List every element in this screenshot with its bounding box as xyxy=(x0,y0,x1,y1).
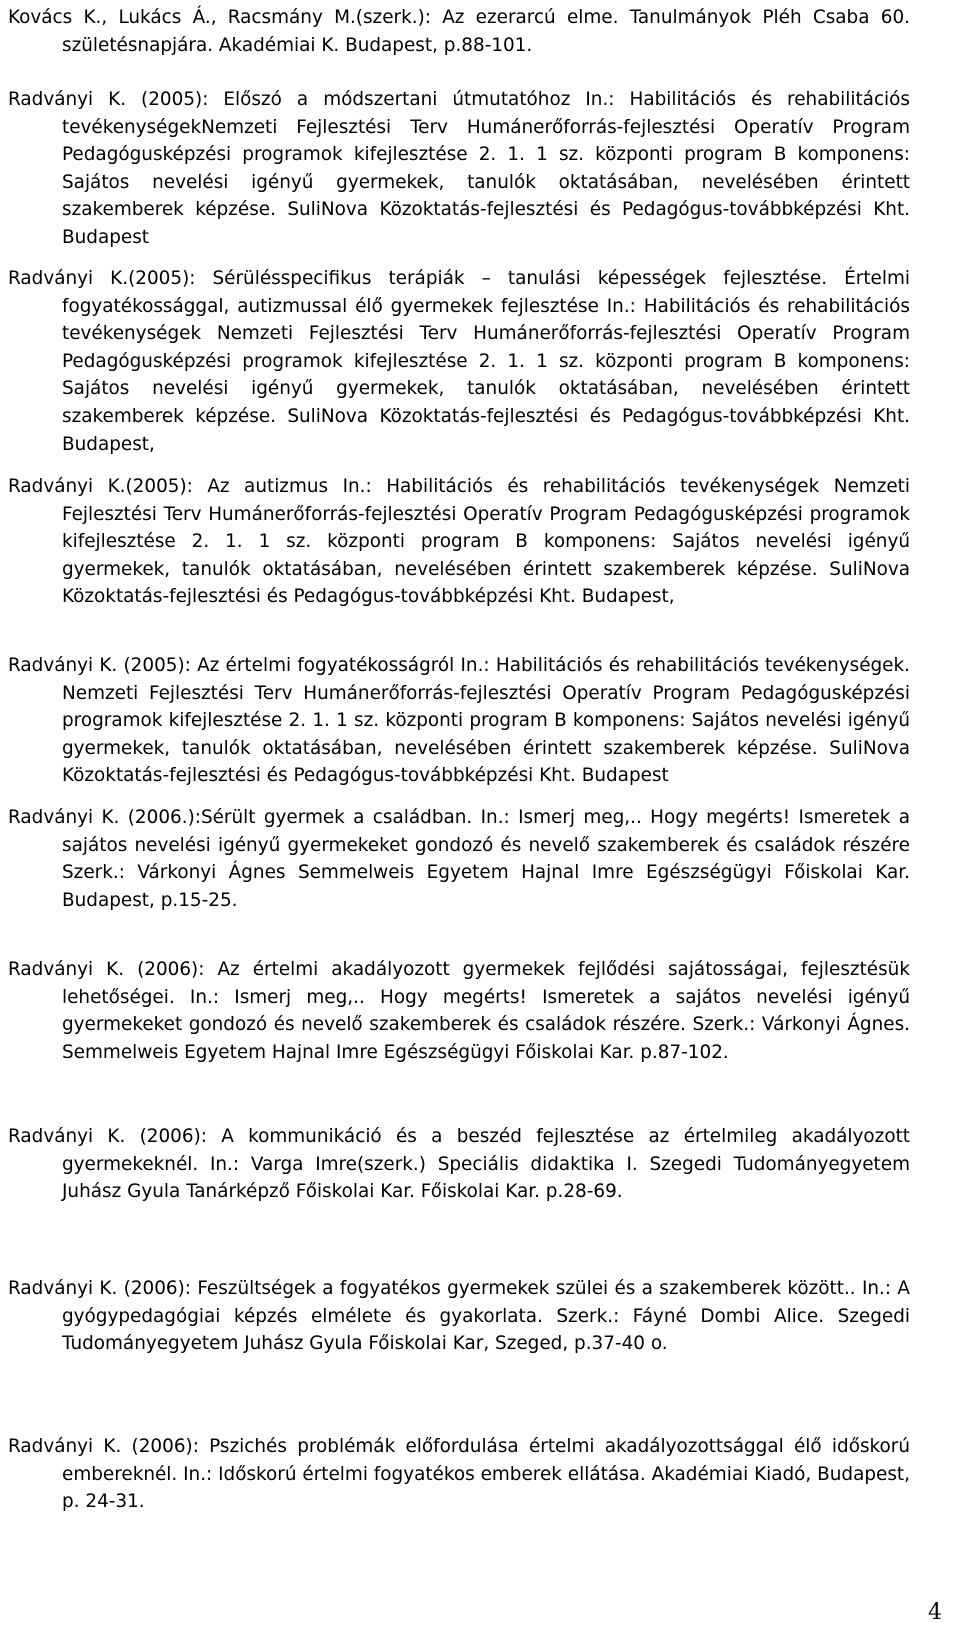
page-number: 4 xyxy=(928,1600,942,1625)
reference-entry: Radványi K. (2006): Feszültségek a fogyatékos gyermekek szülei és a szakemberek között.. In.: A gyógypedagógiai képzés elmélete és gyakorlata. Szerk.: Fáyné Dombi Alice. Szegedi Tudományegyetem Juhász Gyula Főiskolai Kar, Szeged, p.37-40 o. xyxy=(8,1278,910,1355)
reference-entry: Kovács K., Lukács Á., Racsmány M.(szerk.): Az ezerarcú elme. Tanulmányok Pléh Csaba 60. születésnapjára. Akadémiai K. Budapest, p.88-101. xyxy=(8,7,910,56)
reference-entry: Radványi K. (2005): Az értelmi fogyatékosságról In.: Habilitációs és rehabilitációs tevékenységek. Nemzeti Fejlesztési Terv Humánerőforrás-fejlesztési Operatív Program Pedagógusképzési programok kifejlesztése 2. 1. 1 sz. központi program B komponens: Sajátos nevelési igényű gyermekek, tanulók oktatásában, nevelésében érintett szakemberek képzése. SuliNova Közoktatás-fejlesztési és Pedagógus-továbbképzési Kht. Budapest xyxy=(8,655,910,787)
reference-entry: Radványi K. (2006): A kommunikáció és a beszéd fejlesztése az értelmileg akadályozott gyermekeknél. In.: Varga Imre(szerk.) Speciális didaktika I. Szegedi Tudományegyetem Juhász Gyula Tanárképző Főiskolai Kar. Főiskolai Kar. p.28-69. xyxy=(8,1126,910,1203)
reference-entry: Radványi K.(2005): Sérülésspecifikus terápiák – tanulási képességek fejlesztése. Értelmi fogyatékossággal, autizmussal élő gyermekek fejlesztése In.: Habilitációs és rehabilitációs tevékenységek Nemzeti Fejlesztési Terv Humánerőforrás-fejlesztési Operatív Program Pedagógusképzési programok kifejlesztése 2. 1. 1 sz. központi program B komponens: Sajátos nevelési igényű gyermekek, tanulók oktatásában, nevelésében érintett szakemberek képzése. SuliNova Közoktatás-fejlesztési és Pedagógus-továbbképzési Kht. Budapest, xyxy=(8,268,910,455)
reference-entry: Radványi K. (2006): Pszichés problémák előfordulása értelmi akadályozottsággal élő időskorú embereknél. In.: Időskorú értelmi fogyatékos emberek ellátása. Akadémiai Kiadó, Budapest, p. 24-31. xyxy=(8,1436,910,1513)
reference-entry: Radványi K. (2005): Előszó a módszertani útmutatóhoz In.: Habilitációs és rehabilitációs tevékenységekNemzeti Fejlesztési Terv Humánerőforrás-fejlesztési Operatív Program Pedagógusképzési programok kifejlesztése 2. 1. 1 sz. központi program B komponens: Sajátos nevelési igényű gyermekek, tanulók oktatásában, nevelésében érintett szakemberek képzése. SuliNova Közoktatás-fejlesztési és Pedagógus-továbbképzési Kht. Budapest xyxy=(8,89,910,248)
reference-entry: Radványi K. (2006): Az értelmi akadályozott gyermekek fejlődési sajátosságai, fejlesztésük lehetőségei. In.: Ismerj meg,.. Hogy megérts! Ismeretek a sajátos nevelési igényű gyermekeket gondozó és nevelő szakemberek és családok részére. Szerk.: Várkonyi Ágnes. Semmelweis Egyetem Hajnal Imre Egészségügyi Főiskolai Kar. p.87-102. xyxy=(8,959,910,1063)
reference-entry: Radványi K. (2006.):Sérült gyermek a családban. In.: Ismerj meg,.. Hogy megérts! Ismeretek a sajátos nevelési igényű gyermekeket gondozó és nevelő szakemberek és családok részére Szerk.: Várkonyi Ágnes Semmelweis Egyetem Hajnal Imre Egészségügyi Főiskolai Kar. Budapest, p.15-25. xyxy=(8,807,910,911)
reference-entry: Radványi K.(2005): Az autizmus In.: Habilitációs és rehabilitációs tevékenységek Nemzeti Fejlesztési Terv Humánerőforrás-fejlesztési Operatív Program Pedagógusképzési programok kifejlesztése 2. 1. 1 sz. központi program B komponens: Sajátos nevelési igényű gyermekek, tanulók oktatásában, nevelésében érintett szakemberek képzése. SuliNova Közoktatás-fejlesztési és Pedagógus-továbbképzési Kht. Budapest, xyxy=(8,476,910,608)
